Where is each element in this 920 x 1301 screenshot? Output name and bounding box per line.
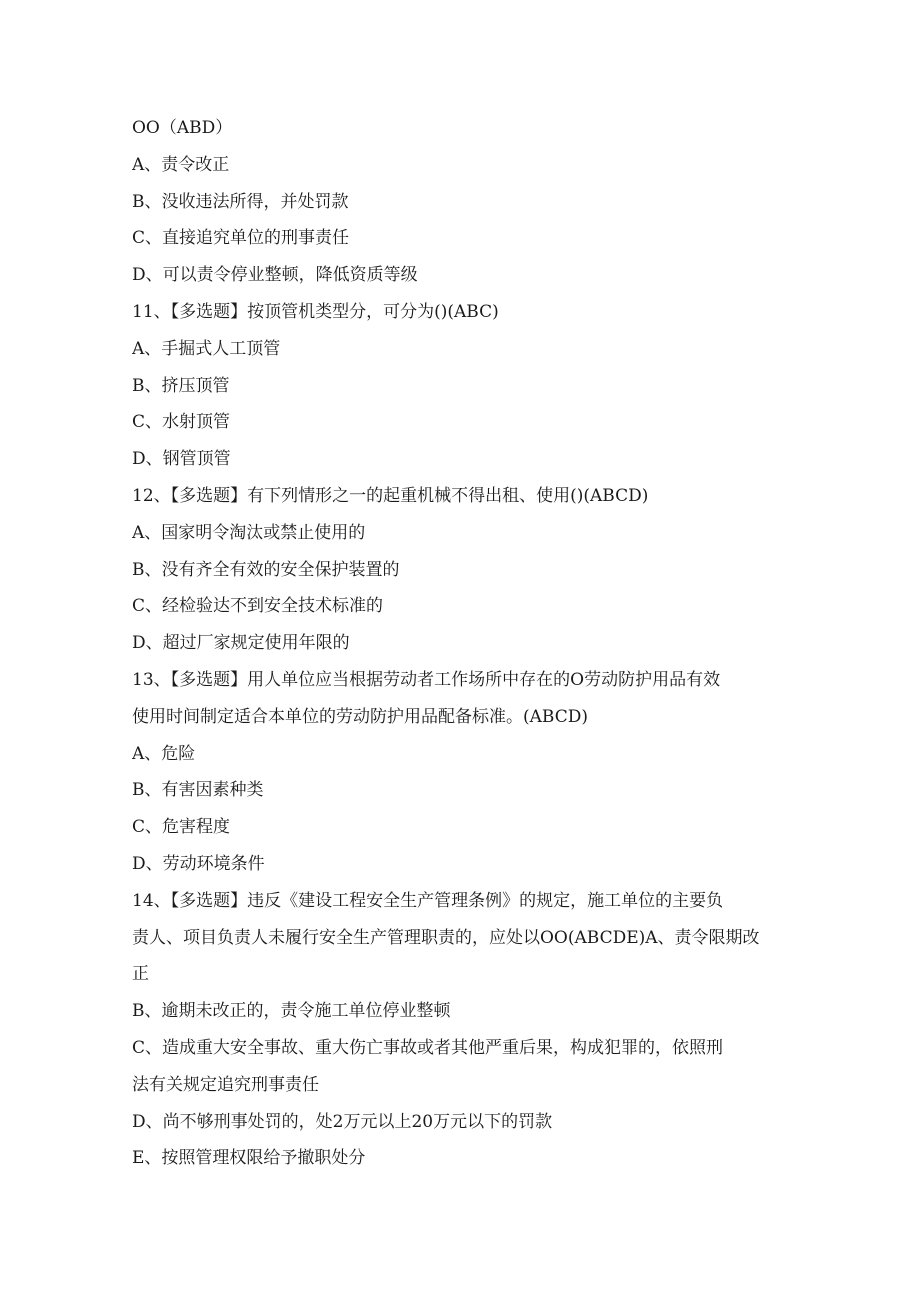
option-b: B、有害因素种类	[132, 780, 264, 801]
option-a: A、手掘式人工顶管	[132, 338, 281, 359]
option-c-line-2: 法有关规定追究刑事责任	[132, 1074, 319, 1095]
option-d: D、超过厂家规定使用年限的	[132, 633, 350, 654]
option-d: D、可以责令停业整顿，降低资质等级	[132, 265, 418, 286]
option-a: A、国家明令淘汰或禁止使用的	[132, 522, 366, 543]
question-14-line-1: 14、【多选题】违反《建设工程安全生产管理条例》的规定，施工单位的主要负	[132, 890, 724, 911]
option-a: A、责令改正	[132, 154, 230, 175]
option-d: D、钢管顶管	[132, 449, 231, 470]
option-c: C、水射顶管	[132, 412, 231, 433]
option-a: A、危险	[132, 743, 196, 764]
document-body	[132, 110, 792, 1177]
option-c: C、直接追究单位的刑事责任	[132, 228, 350, 249]
option-e: E、按照管理权限给予撤职处分	[132, 1148, 366, 1169]
question-14-line-3: 正	[132, 964, 149, 985]
answer-line: OO（ABD）	[132, 118, 233, 138]
question-12: 12、【多选题】有下列情形之一的起重机械不得出租、使用()(ABCD)	[132, 485, 649, 506]
question-14-line-2: 责人、项目负责人未履行安全生产管理职责的，应处以OO(ABCDE)A、责令限期改	[132, 927, 760, 948]
option-b: B、没有齐全有效的安全保护装置的	[132, 559, 400, 580]
question-13-line-1: 13、【多选题】用人单位应当根据劳动者工作场所中存在的O劳动防护用品有效	[132, 669, 721, 690]
option-b: B、没收违法所得，并处罚款	[132, 191, 349, 212]
question-13-line-2: 使用时间制定适合本单位的劳动防护用品配备标准。(ABCD)	[132, 706, 588, 727]
option-c-line-1: C、造成重大安全事故、重大伤亡事故或者其他严重后果，构成犯罪的，依照刑	[132, 1037, 724, 1058]
option-d: D、尚不够刑事处罚的，处2万元以上20万元以下的罚款	[132, 1111, 553, 1132]
option-d: D、劳动环境条件	[132, 853, 265, 874]
option-b: B、挤压顶管	[132, 375, 230, 396]
option-c: C、经检验达不到安全技术标准的	[132, 596, 384, 617]
question-11: 11、【多选题】按顶管机类型分，可分为()(ABC)	[132, 301, 499, 322]
option-b: B、逾期未改正的，责令施工单位停业整顿	[132, 1001, 451, 1022]
option-c: C、危害程度	[132, 817, 231, 838]
